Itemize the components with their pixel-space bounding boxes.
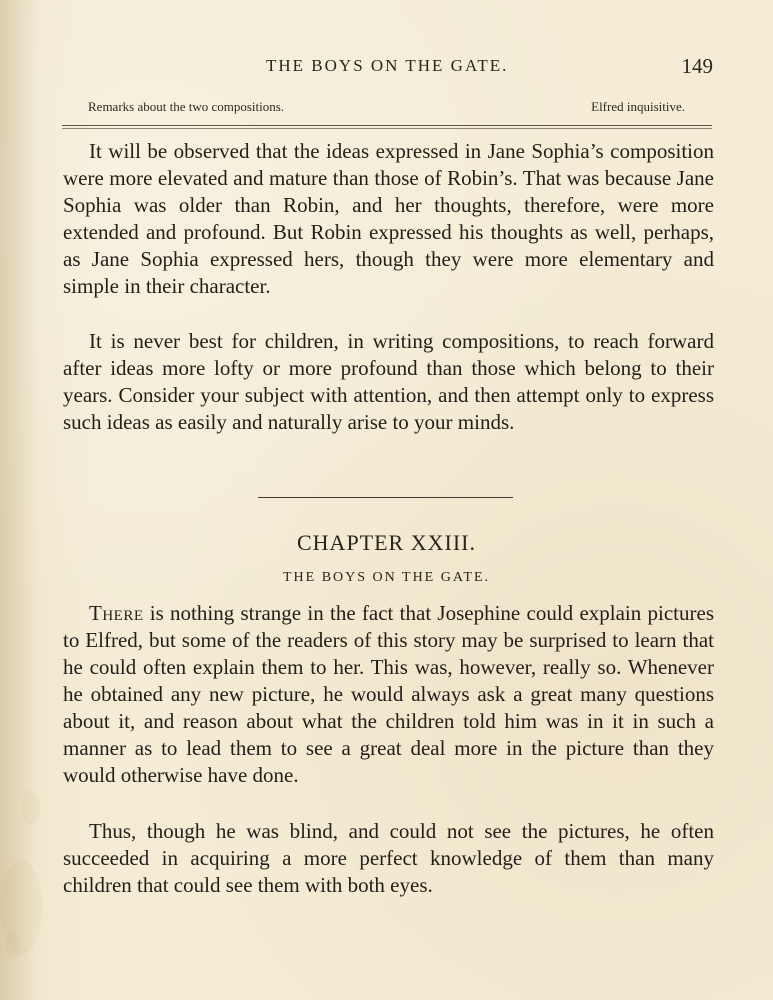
lead-word: There [89,601,144,625]
paragraph [63,600,714,789]
page-number: 149 [681,54,713,78]
subhead-right: Elfred inquisitive. [591,99,685,114]
paper-stain [6,930,21,960]
section-divider [258,497,513,498]
paragraph-block [63,138,714,300]
running-title: THE BOYS ON THE GATE. [266,56,509,75]
paragraph-block [63,600,714,789]
paper-stain [22,790,40,825]
page-edge-shadow [0,0,36,1000]
paragraph: Thus, though he was blind, and could not see the pictures, he often succeeded in acquiring a more perfect knowledge of them than many children that could see them with both eyes. [63,819,714,897]
chapter-subtitle: THE BOYS ON THE GATE. [282,570,490,585]
header-rule [62,125,712,126]
header-rule-secondary [62,128,712,129]
chapter-title: CHAPTER XXIII. [297,530,476,555]
subhead-left: Remarks about the two compositions. [88,99,285,114]
paragraph: It is never best for children, in writing compositions, to reach forward after ideas more lofty or more profound than those which belong to their years. Consider your subject with attention, and then attempt only to express such ideas as easily and naturally arise to your minds. [63,329,714,434]
paragraph-block [63,818,714,899]
paragraph-text: is nothing strange in the fact that Josephine could explain pictures to Elfred, but some of the readers of this story may be surprised to learn that he could often explain them to her. This was, however, really so. Whenever he obtained any new picture, he would always ask a great many questions about it, and reason about what the children told him was in it in such a manner as to lead them to see a great deal more in the picture than they would otherwise have done. [63,601,714,787]
running-header [0,54,773,80]
paragraph: It will be observed that the ideas expressed in Jane Sophia’s composition were more elevated and mature than those of Robin’s. That was because Jane Sophia was older than Robin, and her thoughts, therefore, were more extended and profound. But Robin expressed his thoughts as well, perhaps, as Jane Sophia expressed hers, though they were more elementary and simple in their character. [63,139,714,298]
section-subhead [88,99,685,119]
paragraph-block [63,328,714,436]
